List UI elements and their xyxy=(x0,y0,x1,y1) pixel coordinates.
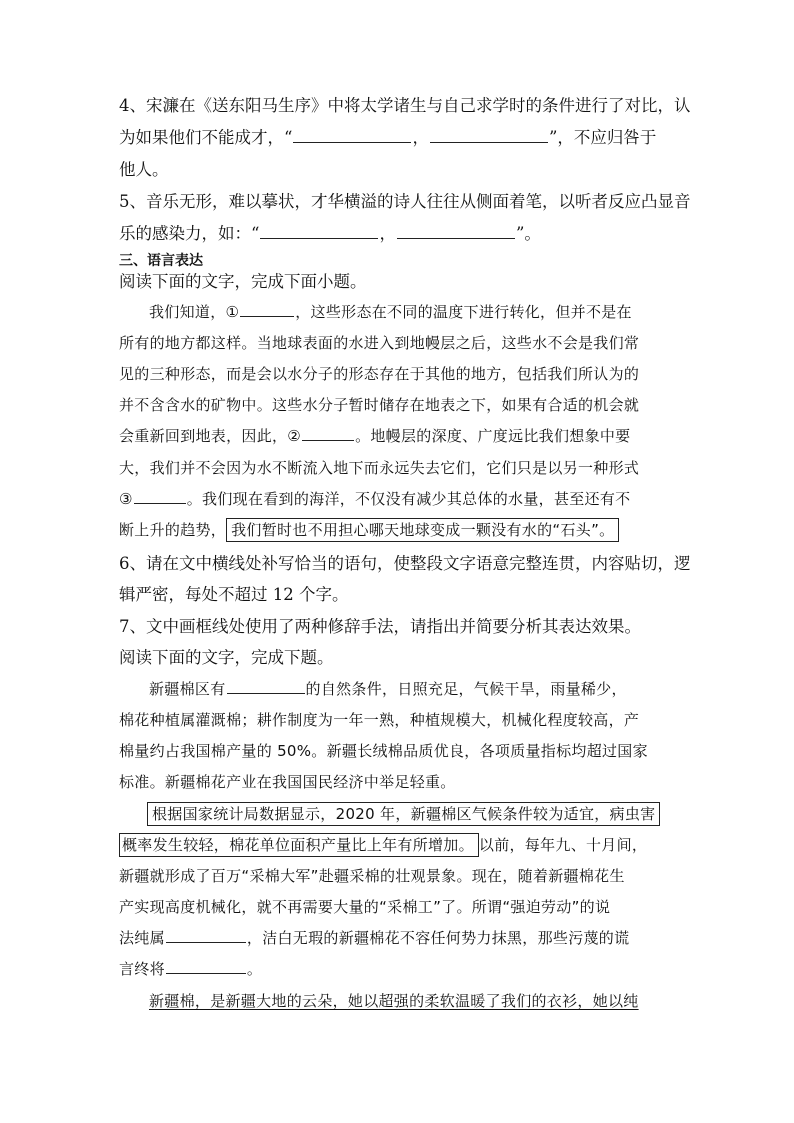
passage2-line: 标准。新疆棉花产业在我国国民经济中举足轻重。 xyxy=(119,773,456,791)
passage2-line: 新疆棉区有 的自然条件，日照充足，气候干旱，雨量稀少， xyxy=(149,677,627,701)
framed-sentence-part1: 根据国家统计局数据显示，2020 年，新疆棉区气候条件较为适宜，病虫害 xyxy=(147,802,660,826)
passage2-line: 棉量约占我国棉产量的 50%。新疆长绒棉品质优良，各项质量指标均超过国家 xyxy=(119,742,648,760)
passage1-line: 会重新回到地表，因此，② 。地幔层的深度、广度远比我们想象中要 xyxy=(119,424,630,448)
framed-sentence: 我们暂时也不用担心哪天地球变成一颗没有水的“石头”。 xyxy=(226,518,619,542)
q6-line1: 6、请在文中横线处补写恰当的语句，使整段文字语意完整连贯，内容贴切，逻 xyxy=(119,554,691,573)
passage1-line: 我们知道，① ，这些形态在不同的温度下进行转化，但并不是在 xyxy=(149,300,632,324)
answer-blank[interactable] xyxy=(430,126,548,143)
answer-blank[interactable] xyxy=(293,126,411,143)
q4-line2: 为如果他们不能成才，“ ， ”，不应归咎于 xyxy=(119,128,657,147)
q5-line2: 乐的感染力，如：“ ， ”。 xyxy=(119,224,541,243)
q4-line3: 他人。 xyxy=(119,160,169,179)
section-heading: 三、语言表达 xyxy=(119,253,203,269)
answer-blank[interactable] xyxy=(260,222,378,239)
passage2-line: 产实现高度机械化，就不再需要大量的“采棉工”了。所谓“强迫劳动”的说 xyxy=(119,898,611,916)
passage1-line: 见的三种形态，而是会以水分子的形态存在于其他的地方，包括我们所认为的 xyxy=(119,365,640,383)
passage1-line: 并不含含水的矿物中。这些水分子暂时储存在地表之下，如果有合适的机会就 xyxy=(119,396,640,414)
section-intro: 阅读下面的文字，完成下面小题。 xyxy=(119,272,367,291)
answer-blank[interactable] xyxy=(166,957,246,974)
answer-blank[interactable] xyxy=(166,926,246,943)
q5-line1: 5、音乐无形，难以摹状，才华横溢的诗人往往从侧面着笔，以听者反应凸显音 xyxy=(119,192,691,211)
passage2-line: 法纯属 ，洁白无瑕的新疆棉花不容任何势力抹黑，那些污蔑的谎 xyxy=(119,926,629,950)
q4-line1: 4、宋濂在《送东阳马生序》中将太学诸生与自己求学时的条件进行了对比，认 xyxy=(119,96,691,115)
answer-blank[interactable] xyxy=(397,222,515,239)
q7-intro: 阅读下面的文字，完成下题。 xyxy=(119,648,334,667)
passage1-line: ③ 。我们现在看到的海洋，不仅没有减少其总体的水量，甚至还有不 xyxy=(119,487,630,511)
passage1-line: 大，我们并不会因为水不断流入地下而永远失去它们，它们只是以另一种形式 xyxy=(119,459,640,477)
passage2-line: 言终将 。 xyxy=(119,957,262,981)
passage2-line xyxy=(147,802,660,826)
answer-blank[interactable] xyxy=(302,424,354,441)
passage2-line: 新疆就形成了百万“采棉大军”赴疆采棉的壮观景象。现在，随着新疆棉花生 xyxy=(119,867,625,885)
q6-line2: 辑严密，每处不超过 12 个字。 xyxy=(119,585,349,604)
passage2-line: 棉花种植属灌溉棉；耕作制度为一年一熟，种植规模大，机械化程度较高，产 xyxy=(119,711,640,729)
passage1-line: 断上升的趋势， 我们暂时也不用担心哪天地球变成一颗没有水的“石头”。 xyxy=(119,518,619,542)
answer-blank[interactable] xyxy=(227,677,305,694)
passage2-line: 概率发生较轻，棉花单位面积产量比上年有所增加。 以前，每年九、十月间， xyxy=(119,833,647,857)
passage1-line: 所有的地方都这样。当地球表面的水进入到地幔层之后，这些水不会是我们常 xyxy=(119,334,640,352)
q7-line1: 7、文中画框线处使用了两种修辞手法，请指出并简要分析其表达效果。 xyxy=(119,617,641,636)
framed-sentence-part2: 概率发生较轻，棉花单位面积产量比上年有所增加。 xyxy=(119,833,479,857)
answer-blank[interactable] xyxy=(134,487,186,504)
answer-blank[interactable] xyxy=(240,300,294,317)
passage2-line-underlined: 新疆棉，是新疆大地的云朵，她以超强的柔软温暖了我们的衣衫，她以纯 xyxy=(149,992,639,1010)
